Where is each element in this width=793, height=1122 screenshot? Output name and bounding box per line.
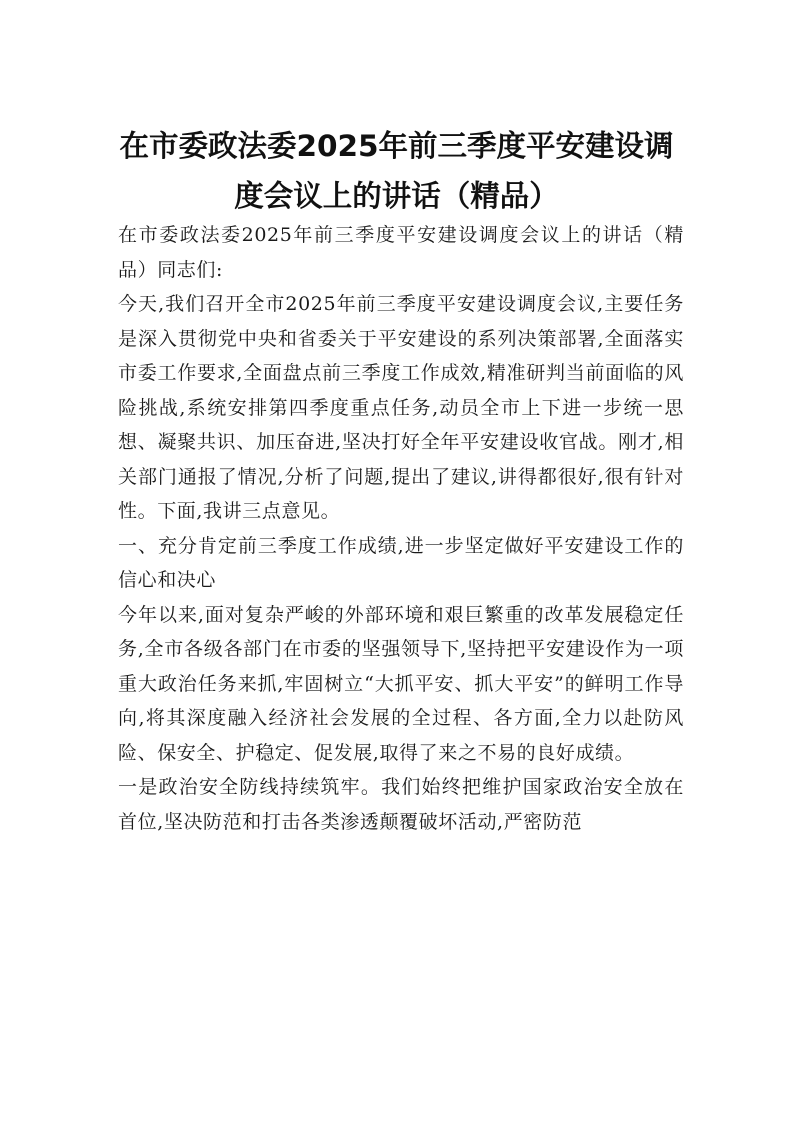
document-title: 在市委政法委2025年前三季度平安建设调度会议上的讲话（精品） xyxy=(119,129,674,213)
paragraph-opening: 在市委政法委2025年前三季度平安建设调度会议上的讲话（精品）同志们: xyxy=(118,224,684,281)
section-heading-1: 一、充分肯定前三季度工作成绩,进一步坚定做好平安建设工作的信心和决心 xyxy=(118,534,684,591)
document-body xyxy=(118,218,684,839)
paragraph-achievements: 今年以来,面对复杂严峻的外部环境和艰巨繁重的改革发展稳定任务,全市各级各部门在市委的坚强领导下,坚持把平安建设作为一项重大政治任务来抓,牢固树立“大抓平安、抓大平安”的鲜明工作导向,将其深度融入经济社会发展的全过程、各方面,全力以赴防风险、保安全、护稳定、促发展,取得了来之不易的良好成绩。 xyxy=(118,603,684,764)
paragraph-political-security: 一是政治安全防线持续筑牢。我们始终把维护国家政治安全放在首位,坚决防范和打击各类渗透颠覆破坏活动,严密防范 xyxy=(118,776,684,833)
paragraph-intro: 今天,我们召开全市2025年前三季度平安建设调度会议,主要任务是深入贯彻党中央和省委关于平安建设的系列决策部署,全面落实市委工作要求,全面盘点前三季度工作成效,精准研判当前面临的风险挑战,系统安排第四季度重点任务,动员全市上下进一步统一思想、凝聚共识、加压奋进,坚决打好全年平安建设收官战。刚才,相关部门通报了情况,分析了问题,提出了建议,讲得都很好,很有针对性。下面,我讲三点意见。 xyxy=(118,293,684,522)
